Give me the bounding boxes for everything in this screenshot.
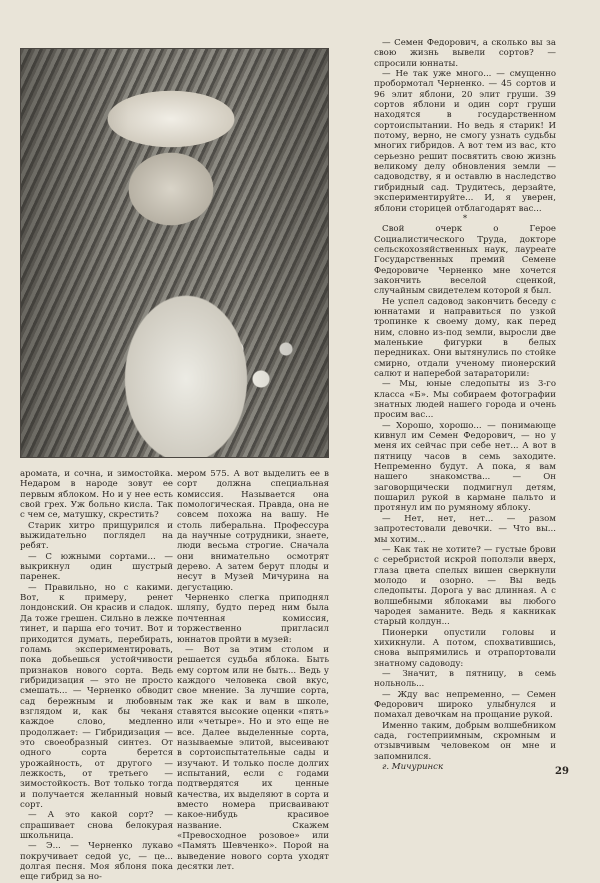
section-divider-star: * [462,213,468,224]
paragraph: — Значит, в пятницу, в семь нольноль... [374,668,556,690]
portrait-photo [20,48,329,458]
paragraph: — Э... — Черненко лукаво покручивает седой ус, — це... долгая песня. Моя яблоня пока еще гибрид за но- [20,841,173,883]
location-signature: г. Мичуринск [382,762,444,773]
text-column-middle [177,469,329,872]
paragraph: — Нет, нет, нет... — разом запротестовали девочки. — Что вы... мы хотим... [374,513,556,545]
paragraph: аромата, и сочна, и зимостойка. Недаром в народе зовут ее первым яблоком. Но и у нее есть свой грех. Уж больно кисла. Так с чем се, матушку, скрестить? [20,469,173,521]
paragraph: — Вот за этим столом и решается судьба яблока. Быть ему сортом или не быть... Ведь у каждого человека свой вкус, свое мнение. За лучшие сорта, так же как и вам в школе, ставятся высокие оценки «пять» или «четыре». Но и это еще не все. Далее выделенные сорта, называемые элитой, высеивают в сортоиспытательные сады и изучают. И только после долгих испытаний, если с годами подтвердятся их ценные качества, их выделяют в сорта и вместо номера присваивают какое-нибудь красивое название. Скажем «Превосходное розовое» или «Память Шевченко». Порой на выведение нового сорта уходят десятки лет. [177,644,329,873]
paragraph: — Не так уже много... — смущенно пробормотал Черненко. — 45 сортов и 96 элит яблони, 20 элит груши. 39 сортов яблони и один сорт груши находятся в государственном сортоиспытании. Но ведь я старик! И потому, верно, не смогу узнать судьбы многих гибридов. А вот тем из вас, кто серьезно решит посвятить свою жизнь великому делу обновления земли — садоводству, я и оставлю в наследство гибридный сад. Трудитесь, дерзайте, экспериментируйте... И, я уверен, яблони сторицей отблагодарят вас... [374,69,556,214]
paragraph: Именно таким, добрым волшебником сада, гостеприимным, скромным и отзывчивым человеком он мне и запомнился. [374,720,556,762]
paragraph: — Как так не хотите? — густые брови с серебристой искрой пополэли вверх, глаза цвета спелых вишен сверкнули молодо и озорно. — Вы ведь следопыты. Дорога у вас длинная. А с волшебными яблоками вы любого чародея заманите. Ведь я какникак старый колдун... [374,544,556,628]
paragraph: Черненко слегка приподнял шляпу, будто перед ним была почтенная комиссия, торжественно пригласил юннатов пройти в музей: [177,593,329,645]
page-number: 29 [555,766,569,777]
paragraph: мером 575. А вот выделить ее в сорт должна специальная комиссия. Называется она помологическая. Правда, она не совсем похожа на вашу. Не столь либеральна. Профессура да научные сотрудники, знаете, люди весьма строгие. Сначала они внимательно осмотрят дерево. А затем берут плоды и несут в Музей Мичуринa на дегустацию. [177,469,329,593]
paragraph: — А это какой сорт? — спрашивает снова белокурая школьница. [20,810,173,842]
paragraph: Не успел садовод закончить беседу с юннатами и направиться по узкой тропинке к своему дому, как перед ним, словно из-под земли, выросли две маленькие фигурки в белых передниках. Они вытянулись по стойке смирно, отдали ученому пионерский салют и наперебой затараторили: [374,296,556,379]
paragraph: — С южными сортами... — выкрикнул один шустрый паренек. [20,551,173,583]
photo-shading [21,49,328,457]
paragraph: — Мы, юные следопыты из 3-го класса «Б». Мы собираем фотографии знатных людей нашего города и очень просим вас... [374,379,556,421]
paragraph: — Хорошо, хорошо... — понимающе кивнул им Семен Федорович, — но у меня их сейчас при себе нет... А вот в пятницу часов в семь заходите. Непременно будут. А пока, я вам нашего знакомства... — Он заговорщически подмигнул детям, пошарил рукой в кармане пальто и протянул им по румяному яблоку. [374,420,556,514]
paragraph: Свой очерк о Герое Социалистического Труда, докторе сельскохозяйственных наук, лауреате Государственных премий Семене Федоровиче Черненко мне хочется закончить веселой сценкой, случайным свидетелем которой я был. [374,224,556,297]
paragraph: — Жду вас непременно, — Семен Федорович широко улыбнулся и помахал девочкам на прощание рукой. [374,689,556,721]
text-column-left [20,469,173,883]
paragraph: — Семен Федорович, а сколько вы за свою жизнь вывели сортов? — спросили юннаты. [374,38,556,69]
paragraph: — Правильно, но с какими. Вот, к примеру, ренет лондонский. Он красив и сладок. Да тоже грешен. Сильно в лежке тинет, и парша его точит. Вот и приходится думать, перебирать, голамь экспериментировать, пока добьешься устойчивости признаков нового сорта. Ведь гибридизация — это не просто смешать... — Черненко обводит сад бережным и любовным взглядом и, как бы чеканя каждое слово, медленно продолжает: — Гибридизация — это своеобразный синтез. От одного сорта берется урожайность, от другого — лежкость, от третьего — зимостойкость. Вот только тогда и получается желанный новый сорт. [20,582,173,810]
paragraph: Старик хитро прищурился и выжидательно поглядел на ребят. [20,520,173,552]
text-column-right [374,38,556,772]
paragraph: Пионерки опустили головы и хихикнули. А потом, спохватившись, снова выпрямились и отрапортовали знатному садоводу: [374,627,556,669]
